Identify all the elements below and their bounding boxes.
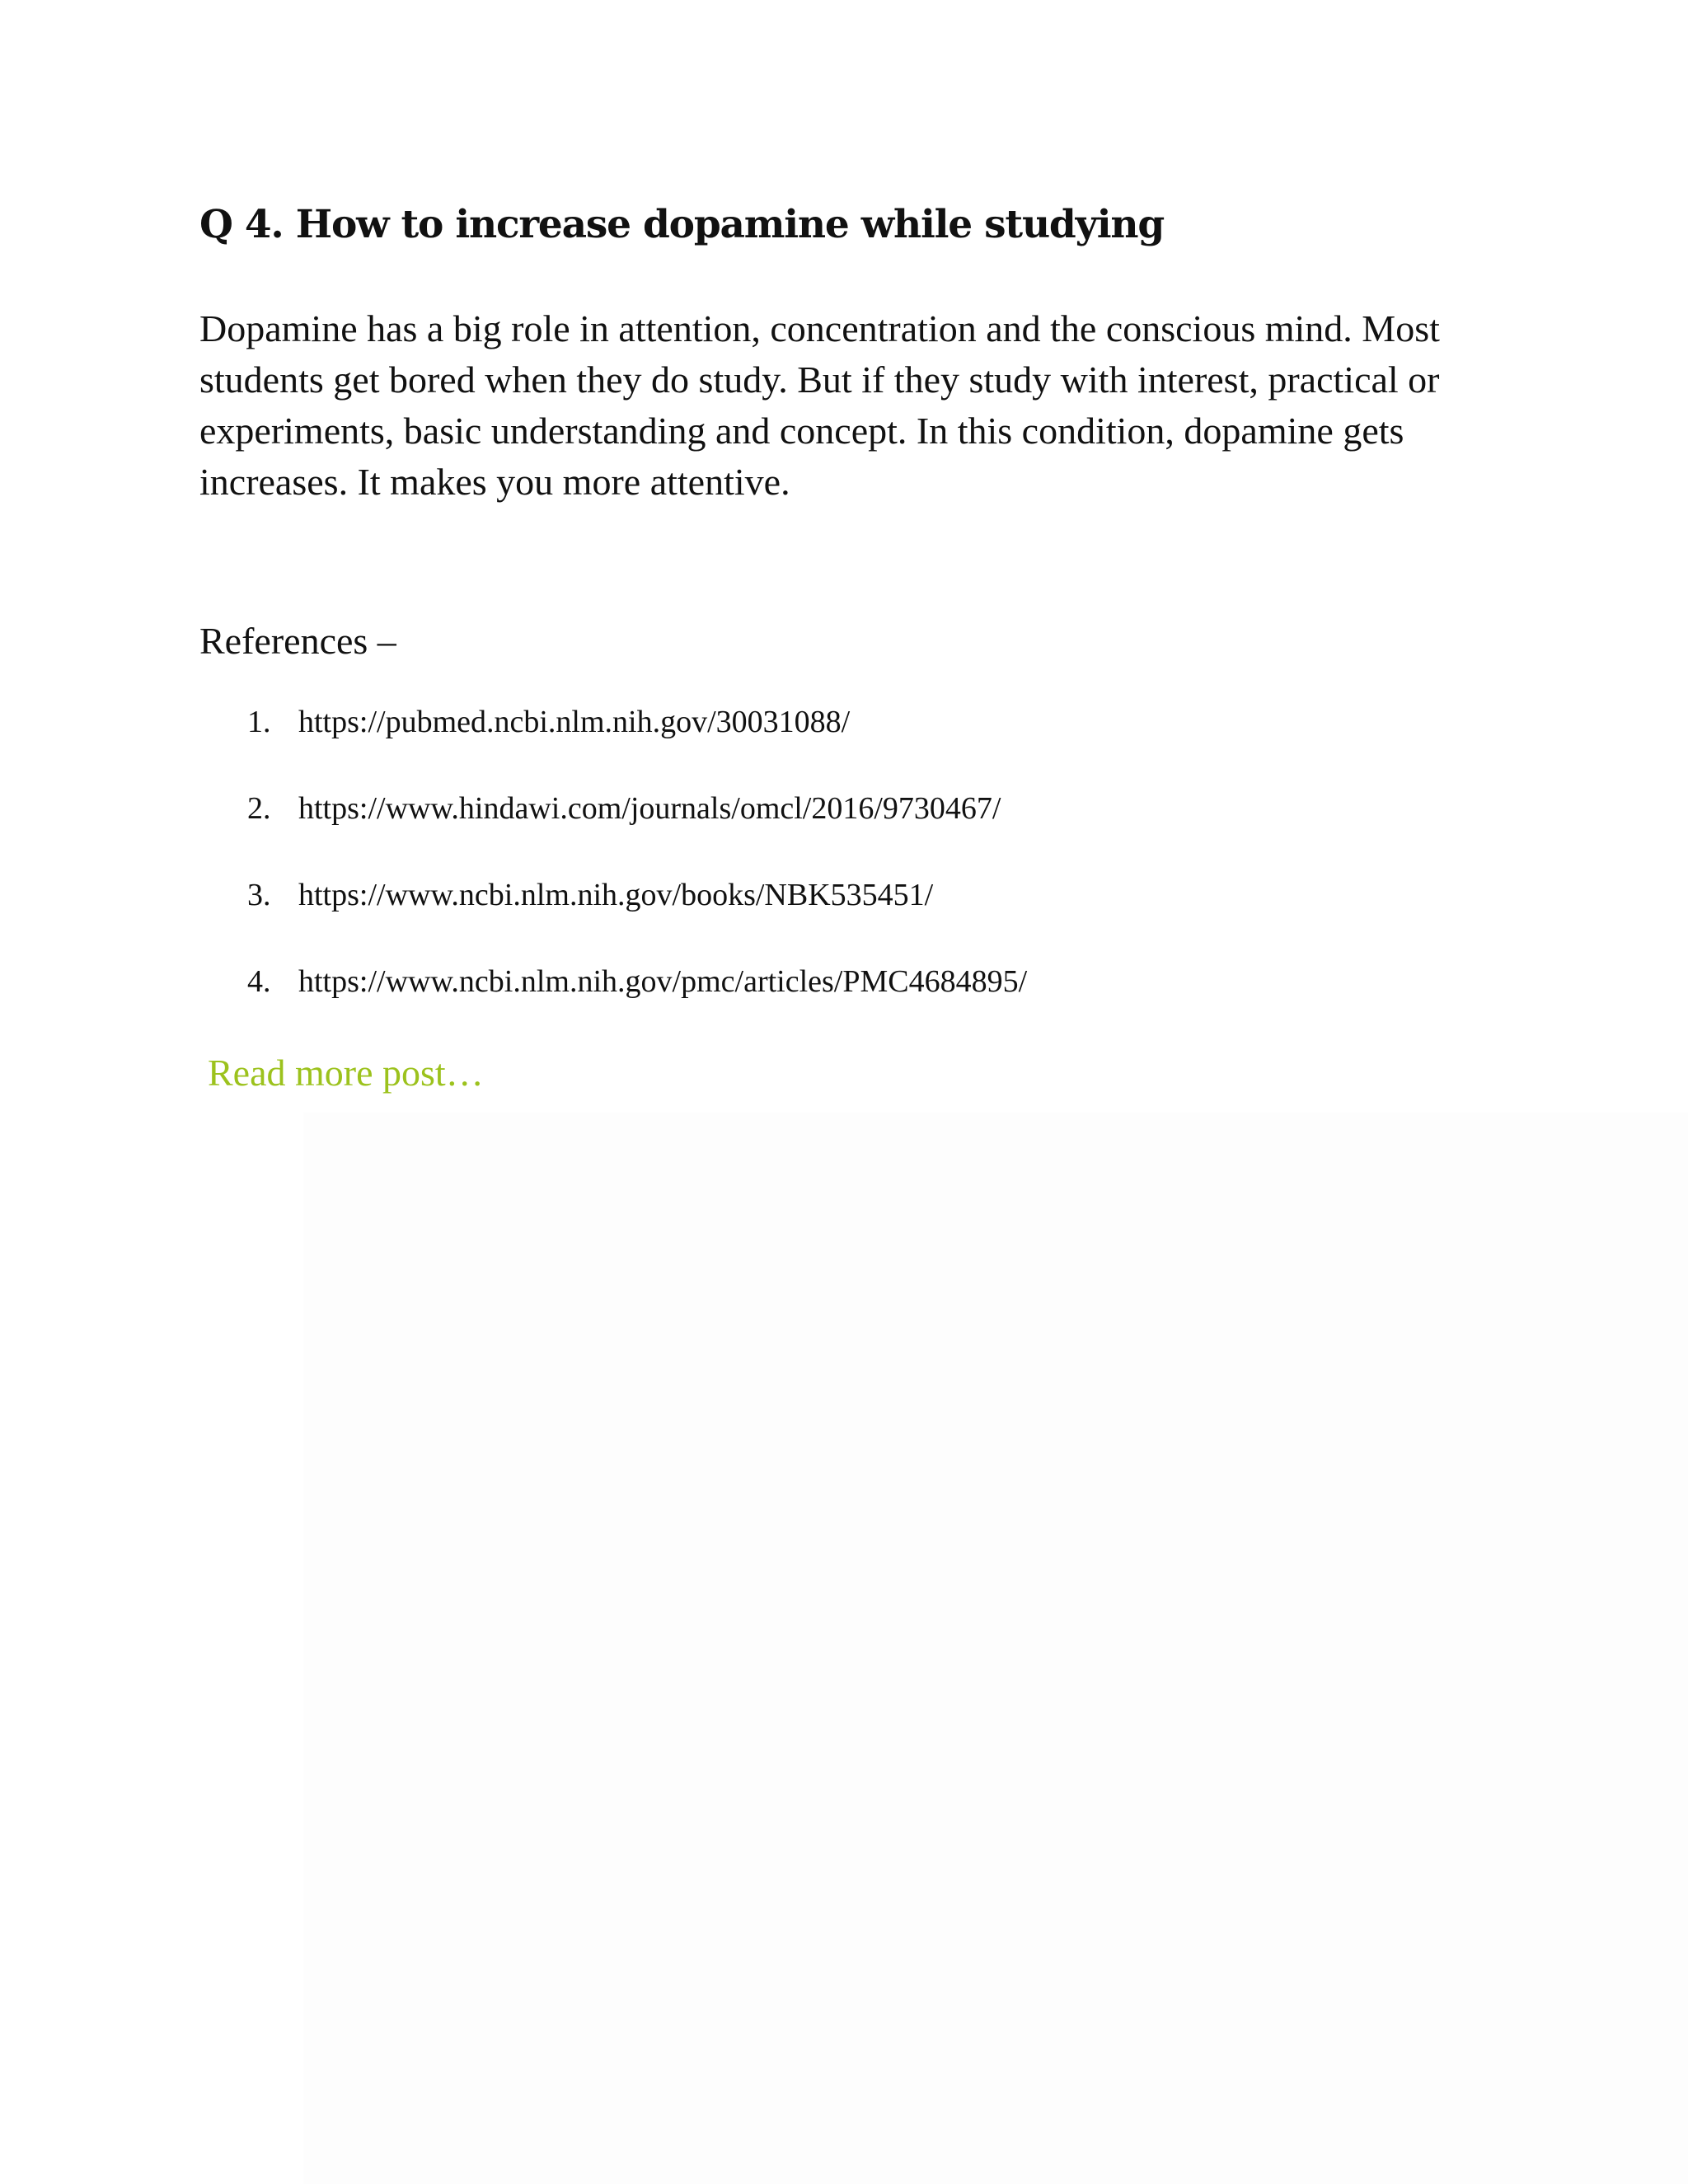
body-paragraph: Dopamine has a big role in attention, concentration and the conscious mind. Most students get bored when they do study. But if they study with interest, practical or experiments, basic understanding and concept. In this condition, dopamine gets increases. It makes you more attentive.: [199, 307, 1440, 503]
reference-link[interactable]: https://www.ncbi.nlm.nih.gov/books/NBK535451/: [298, 878, 934, 912]
read-more-link[interactable]: Read more post…: [208, 1052, 484, 1094]
reference-number: 1.: [247, 705, 271, 739]
reference-link[interactable]: https://www.ncbi.nlm.nih.gov/pmc/articles/PMC4684895/: [298, 964, 1028, 999]
reference-number: 2.: [247, 791, 271, 826]
reference-number: 3.: [247, 878, 271, 912]
reference-link[interactable]: https://pubmed.ncbi.nlm.nih.gov/30031088/: [298, 705, 851, 739]
section-heading: Q 4. How to increase dopamine while studying: [199, 202, 1164, 247]
reference-number: 4.: [247, 964, 271, 999]
references-label: References –: [199, 620, 396, 662]
reference-link[interactable]: https://www.hindawi.com/journals/omcl/2016/9730467/: [298, 791, 1001, 826]
background-shade: [303, 1113, 1688, 2184]
